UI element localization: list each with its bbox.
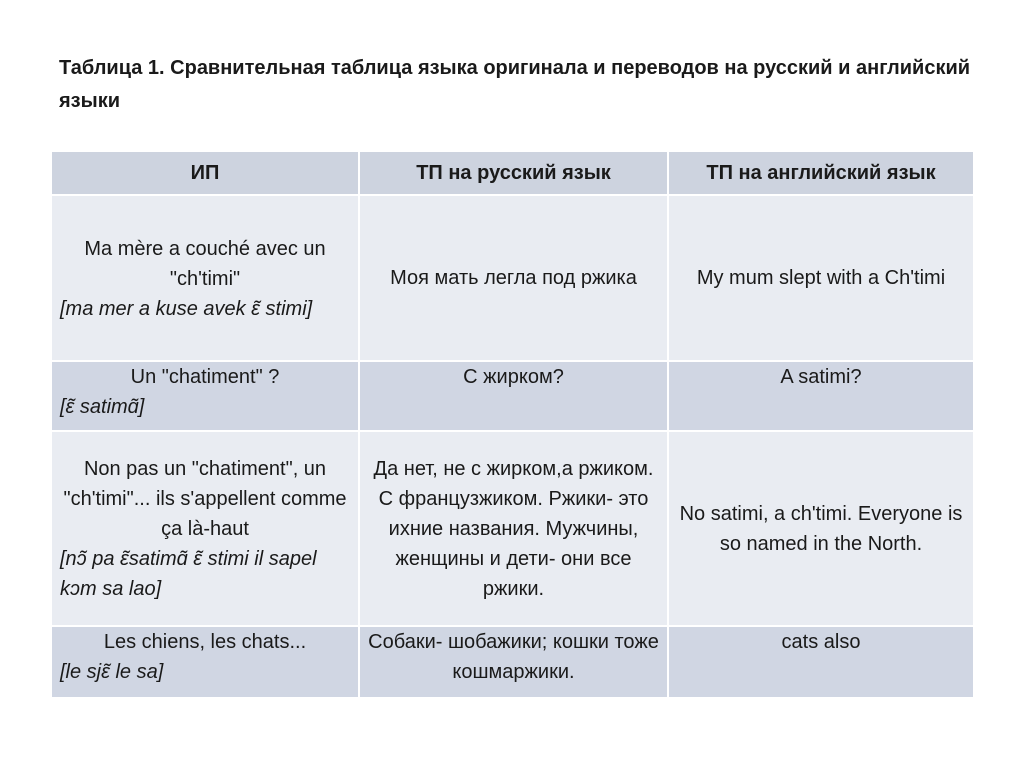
russian-cell: С жирком? (359, 361, 668, 431)
source-cell (51, 431, 359, 626)
source-cell (51, 195, 359, 361)
table-header-row (51, 151, 974, 195)
english-cell: A satimi? (668, 361, 974, 431)
ipa-transcription: [nɔ̃ pa ɛ̃satimɑ̃ ɛ̃ stimi il sapel kɔm sa lao] (60, 547, 317, 600)
source-cell (51, 361, 359, 431)
header-russian-translation: ТП на русский язык (359, 151, 668, 195)
header-source-text: ИП (51, 151, 359, 195)
ipa-transcription: [ma mer a kuse avek ɛ̃ stimi] (60, 298, 313, 320)
page-title: Таблица 1. Сравнительная таблица языка оригинала и переводов на русский и английский языки (59, 57, 971, 112)
ipa-transcription: [ɛ̃ satimɑ̃] (60, 396, 145, 418)
table-row (51, 361, 974, 431)
english-cell: My mum slept with a Ch'timi (668, 195, 974, 361)
english-cell: cats also (668, 626, 974, 698)
russian-cell: Моя мать легла под ржика (359, 195, 668, 361)
english-cell: No satimi, a ch'timi. Everyone is so named in the North. (668, 431, 974, 626)
russian-cell: Собаки- шобажики; кошки тоже кошмаржики. (359, 626, 668, 698)
table-row (51, 626, 974, 698)
header-english-translation: ТП на английский язык (668, 151, 974, 195)
russian-cell: Да нет, не с жирком,а ржиком. С французжиком. Ржики- это ихние названия. Мужчины, женщины и дети- они все ржики. (359, 431, 668, 626)
table-row (51, 195, 974, 361)
ipa-transcription: [le sjɛ̃ le sa] (60, 661, 164, 683)
source-text: Les chiens, les chats... (103, 631, 307, 653)
source-text: Ma mère a couché avec un "ch'timi" (84, 238, 326, 290)
table-row (51, 431, 974, 626)
source-text: Un "chatiment" ? (130, 366, 280, 388)
source-cell (51, 626, 359, 698)
source-text: Non pas un "chatiment", un "ch'timi"... ils s'appellent comme ça là-haut (63, 457, 347, 540)
comparison-table (50, 150, 975, 699)
